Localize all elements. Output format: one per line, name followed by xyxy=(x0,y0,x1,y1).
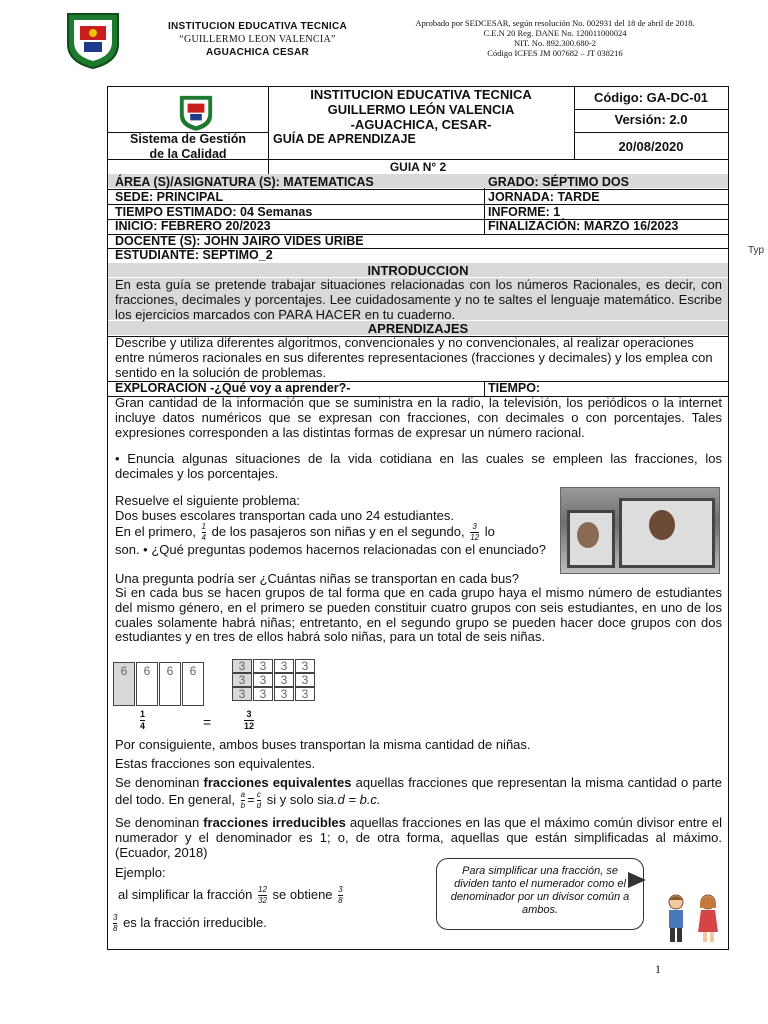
aprendizajes-heading: APRENDIZAJES xyxy=(367,321,469,336)
definition-equivalentes: Se denominan fracciones equivalentes aquellas fracciones que representan la misma cantidad o parte del todo. En general, $\frac{a}{b}$ = $\frac{c}{d}$ si y solo sia.d = b.c. xyxy=(115,775,722,810)
fraction-three-twelfths: $\frac{3}{12}$ xyxy=(470,522,480,542)
tip-speech-bubble: Para simplificar una fracción, se dividen tanto el numerador como el denominador por un divisor común a ambos. xyxy=(436,858,644,930)
institution-name-cell xyxy=(268,87,574,132)
conclusion-1: Por consiguiente, ambos buses transportan la misma cantidad de niñas. xyxy=(115,737,531,752)
school-crest-logo xyxy=(62,8,124,70)
exploracion-paragraph: Gran cantidad de la información que se suministra en la radio, la televisión, los periódicos o la internet incluye datos numéricos que se expresan con fracciones, con decimales o con porcentajes. Tales expresiones corresponden a las distintas formas de expresar un número racional. xyxy=(115,395,722,440)
exploracion-heading: EXPLORACION -¿Qué voy a aprender?- xyxy=(115,381,351,395)
version-cell: Versión: 2.0 xyxy=(614,112,688,127)
sistema-cell xyxy=(108,132,268,162)
grid-cell: 3 xyxy=(253,659,273,673)
grid-cell: 6 xyxy=(182,662,204,706)
conclusion-2: Estas fracciones son equivalentes. xyxy=(115,756,316,771)
problem-line-2 xyxy=(115,523,555,542)
estudiante-cell: ESTUDIANTE: SEPTIMO_2 xyxy=(115,248,273,262)
inst-line-3: -AGUACHICA, CESAR- xyxy=(350,117,492,132)
grid-twelfths xyxy=(232,659,320,703)
sistema-line-1: Sistema de Gestión xyxy=(129,132,246,146)
grid-cell: 6 xyxy=(159,662,181,706)
grid-cell: 3 xyxy=(274,687,294,701)
problem-line-2a: En el primero, xyxy=(115,523,196,539)
legal-line-1: Aprobado por SEDCESAR, según resolución No. 002931 del 18 de abril de 2018. xyxy=(415,18,695,28)
grid-cell: 3 xyxy=(274,673,294,687)
grado-cell: GRADO: SÉPTIMO DOS xyxy=(488,175,629,189)
inst-line-2: GUILLERMO LEÓN VALENCIA xyxy=(327,102,515,117)
table-logo xyxy=(176,92,216,132)
grid-cell: 3 xyxy=(295,673,315,687)
grid-cell: 3 xyxy=(232,687,252,701)
grid-cell: 3 xyxy=(295,687,315,701)
tiempo-cell: TIEMPO ESTIMADO: 04 Semanas xyxy=(115,205,313,219)
legal-line-4: Código ICFES JM 007682 – JT 038216 xyxy=(487,48,623,58)
grid-cell: 3 xyxy=(253,687,273,701)
bus-children-photo xyxy=(560,487,720,574)
legal-line-3: NIT. No. 892.300.680-2 xyxy=(514,38,596,48)
exploracion-bullet: • Enuncia algunas situaciones de la vida cotidiana en las cuales se empleen las fracciones, los decimales y los porcentajes. xyxy=(115,451,722,481)
problem-line-1: Dos buses escolares transportan cada uno 24 estudiantes. xyxy=(115,508,454,523)
school-line-2: “GUILLERMO LEON VALENCIA” xyxy=(179,34,336,45)
informe-cell: INFORME: 1 xyxy=(488,205,561,219)
problem-line-2c: lo xyxy=(484,523,495,539)
codigo-cell: Código: GA-DC-01 xyxy=(593,90,709,105)
problem-intro: Resuelve el siguiente problema: xyxy=(115,493,300,508)
equals-sign: = xyxy=(203,714,212,730)
sistema-line-2: de la Calidad xyxy=(149,147,227,161)
page-number: 1 xyxy=(655,962,661,976)
definition-irreducibles: Se denominan fracciones irreducibles aquellas fracciones en las que el máximo común divisor entre el numerador y el denominador es 1; o, de otra forma, aquellas que están simplificadas al máximo. (Ecuador, 2018) xyxy=(115,815,722,860)
aprendizajes-text: Describe y utiliza diferentes algoritmos, convencionales y no convencionales, al realizar operaciones entre números racionales en sus diferentes representaciones (fracciones y decimales) y los emplea con sentido en la solución de problemas. xyxy=(115,335,713,380)
grid-cell: 6 xyxy=(136,662,158,706)
inst-line-1: INSTITUCION EDUCATIVA TECNICA xyxy=(310,87,532,102)
problem-line-2b: de los pasajeros son niñas y en el segundo, xyxy=(211,523,465,539)
fecha-cell: 20/08/2020 xyxy=(618,139,684,154)
grid-quarters xyxy=(113,662,205,706)
equivalence-equation: 1 4 = 3 12 xyxy=(140,709,255,731)
bubble-tail xyxy=(628,872,646,888)
grid-cell: 3 xyxy=(253,673,273,687)
question-text: Una pregunta podría ser ¿Cuántas niñas se transportan en cada bus? xyxy=(115,571,519,586)
grid-cell: 3 xyxy=(232,673,252,687)
side-cut-text: Typ xyxy=(748,245,765,256)
ejemplo-line-2: $\frac{3}{8}$ es la fracción irreducible. xyxy=(113,913,267,933)
answer-text: Si en cada bus se hacen grupos de tal forma que en cada grupo haya el mismo número de estudiantes del mismo género, en el primero se pueden constituir cuatro grupos con seis estudiantes, en uno de los cuales solamente habrá niñas; entretanto, en el segundo grupo se pueden hacer doce grupos con dos estudiantes y en tres de ellos habrá solo niñas, para un total de seis niñas. xyxy=(115,585,722,645)
grid-cell: 3 xyxy=(295,659,315,673)
grid-cell: 3 xyxy=(274,659,294,673)
guia-tipo-cell: GUÍA DE APRENDIZAJE xyxy=(273,132,416,146)
fraction-one-quarter: $\frac{1}{4}$ xyxy=(201,522,206,542)
school-line-1: INSTITUCION EDUCATIVA TECNICA xyxy=(167,21,348,32)
grid-cell: 3 xyxy=(232,659,252,673)
inicio-cell: INICIO: FEBRERO 20/2023 xyxy=(115,219,271,233)
teachers-illustration xyxy=(660,892,726,944)
grid-cell: 6 xyxy=(113,662,135,706)
problem-line-3: son. • ¿Qué preguntas podemos hacernos relacionadas con el enunciado? xyxy=(115,542,546,557)
school-line-3: AGUACHICA CESAR xyxy=(205,47,310,58)
ejemplo-label: Ejemplo: xyxy=(115,865,166,880)
intro-heading: INTRODUCCION xyxy=(367,263,469,278)
tiempo-label: TIEMPO: xyxy=(488,381,541,395)
area-cell: ÁREA (S)/ASIGNATURA (S): MATEMATICAS xyxy=(115,175,374,189)
legal-line-2: C.E.N 20 Reg. DANE No. 120011000024 xyxy=(483,28,627,38)
sede-cell: SEDE: PRINCIPAL xyxy=(115,190,224,204)
legal-info-block xyxy=(380,18,730,58)
docente-cell: DOCENTE (S): JOHN JAIRO VIDES URIBE xyxy=(115,234,364,248)
guia-numero: GUIA N° 2 xyxy=(389,160,447,174)
finalizacion-cell: FINALIZACIÓN: MARZO 16/2023 xyxy=(488,219,679,233)
jornada-cell: JORNADA: TARDE xyxy=(488,190,600,204)
ejemplo-line-1: al simplificar la fracción $\frac{12}{32}$ se obtiene $\frac{3}{8}$ xyxy=(118,885,343,905)
school-name-block xyxy=(130,20,385,59)
intro-text: En esta guía se pretende trabajar situaciones relacionadas con los números Racionales, es decir, con fracciones, decimales y porcentajes. Lee cuidadosamente y no te saltes el lenguaje matemático. Escribe los ejercicios marcados con PARA HACER en tu cuaderno. xyxy=(115,277,722,322)
